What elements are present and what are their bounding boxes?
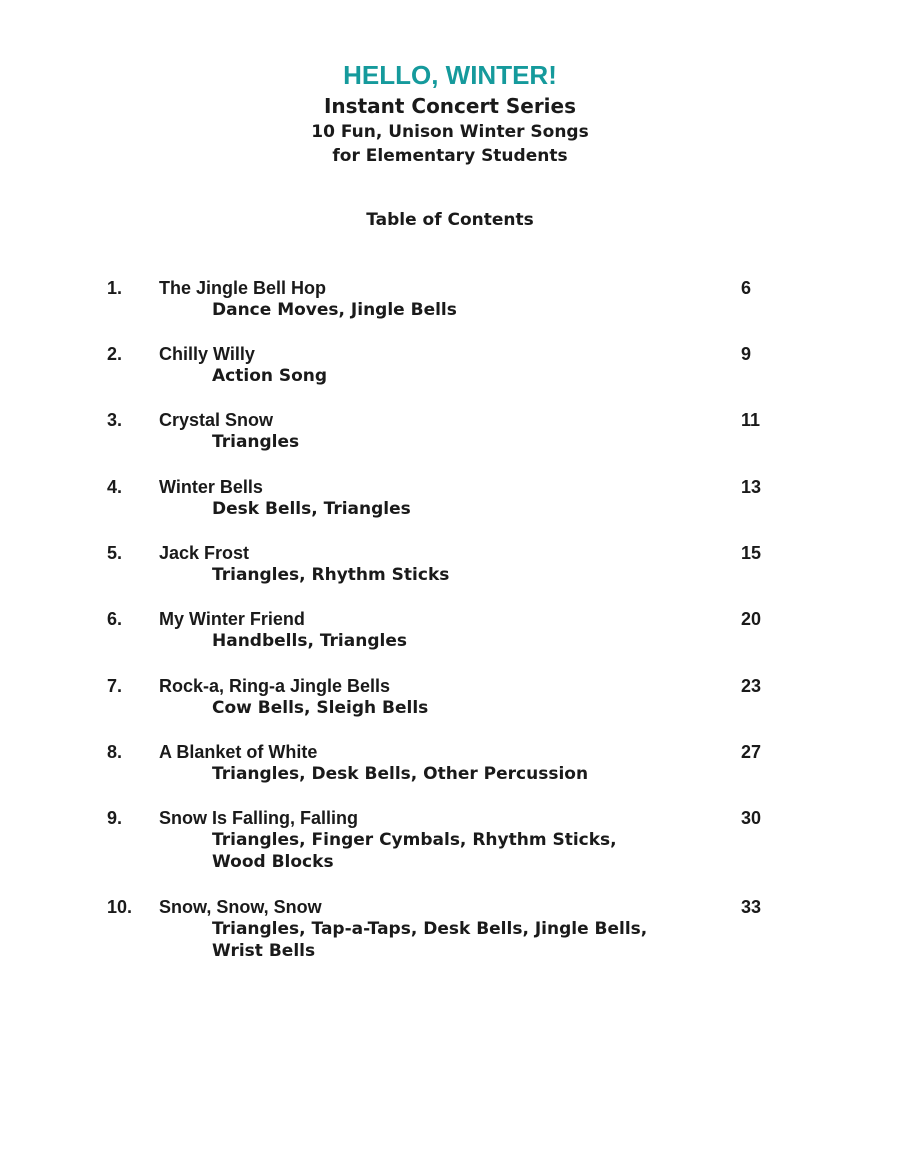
instrument-line: Triangles, Finger Cymbals, Rhythm Sticks, xyxy=(212,830,617,850)
page-number: 15 xyxy=(741,543,762,563)
song-title: Crystal Snow xyxy=(159,410,274,430)
toc-heading: Table of Contents xyxy=(366,210,534,230)
instrument-line: Dance Moves, Jingle Bells xyxy=(212,300,457,320)
page-number: 33 xyxy=(741,897,762,917)
instrument-line: Desk Bells, Triangles xyxy=(212,499,411,519)
instrument-list xyxy=(212,431,299,453)
instrument-list xyxy=(212,697,428,719)
instrument-list xyxy=(212,299,457,321)
instrument-line: Action Song xyxy=(212,366,328,386)
page-number: 9 xyxy=(741,344,752,364)
instrument-list xyxy=(212,564,449,586)
page-number: 27 xyxy=(741,742,762,762)
series-name: Instant Concert Series xyxy=(323,94,577,118)
instrument-line: Wrist Bells xyxy=(212,941,316,961)
subtitle-line-2: for Elementary Students xyxy=(332,146,568,166)
instrument-list xyxy=(212,763,588,785)
instrument-line: Triangles, Rhythm Sticks xyxy=(212,565,450,585)
song-title: A Blanket of White xyxy=(159,742,318,762)
song-title: Chilly Willy xyxy=(159,344,255,364)
entry-number: 3. xyxy=(107,410,123,430)
song-title: Rock-a, Ring-a Jingle Bells xyxy=(159,676,391,696)
instrument-list xyxy=(212,918,647,962)
page-number: 30 xyxy=(741,808,762,828)
instrument-line: Triangles xyxy=(212,432,300,452)
song-title: Jack Frost xyxy=(159,543,250,563)
instrument-line: Triangles, Tap-a-Taps, Desk Bells, Jingle Bells, xyxy=(212,919,648,939)
song-title: Snow, Snow, Snow xyxy=(159,897,322,917)
instrument-line: Triangles, Desk Bells, Other Percussion xyxy=(212,764,589,784)
entry-number: 10. xyxy=(107,897,133,917)
page-number: 11 xyxy=(741,410,761,430)
document-title: HELLO, WINTER! xyxy=(343,60,557,90)
entry-number: 5. xyxy=(107,543,123,563)
page-number: 23 xyxy=(741,676,762,696)
song-title: Winter Bells xyxy=(159,477,263,497)
song-title: My Winter Friend xyxy=(159,609,305,629)
entry-number: 8. xyxy=(107,742,123,762)
instrument-line: Handbells, Triangles xyxy=(212,631,407,651)
instrument-list xyxy=(212,498,411,520)
entry-number: 7. xyxy=(107,676,123,696)
entry-number: 1. xyxy=(107,278,123,298)
instrument-line: Cow Bells, Sleigh Bells xyxy=(212,698,429,718)
page-number: 6 xyxy=(741,278,752,298)
page-number: 20 xyxy=(741,609,762,629)
subtitle-line-1: 10 Fun, Unison Winter Songs xyxy=(311,122,589,142)
entry-number: 2. xyxy=(107,344,123,364)
entry-number: 9. xyxy=(107,808,123,828)
instrument-line: Wood Blocks xyxy=(212,852,334,872)
song-title: Snow Is Falling, Falling xyxy=(159,808,359,828)
entry-number: 4. xyxy=(107,477,123,497)
song-title: The Jingle Bell Hop xyxy=(159,278,327,298)
instrument-list xyxy=(212,829,617,873)
instrument-list xyxy=(212,630,407,652)
instrument-list xyxy=(212,365,327,387)
entry-number: 6. xyxy=(107,609,123,629)
page-number: 13 xyxy=(741,477,762,497)
